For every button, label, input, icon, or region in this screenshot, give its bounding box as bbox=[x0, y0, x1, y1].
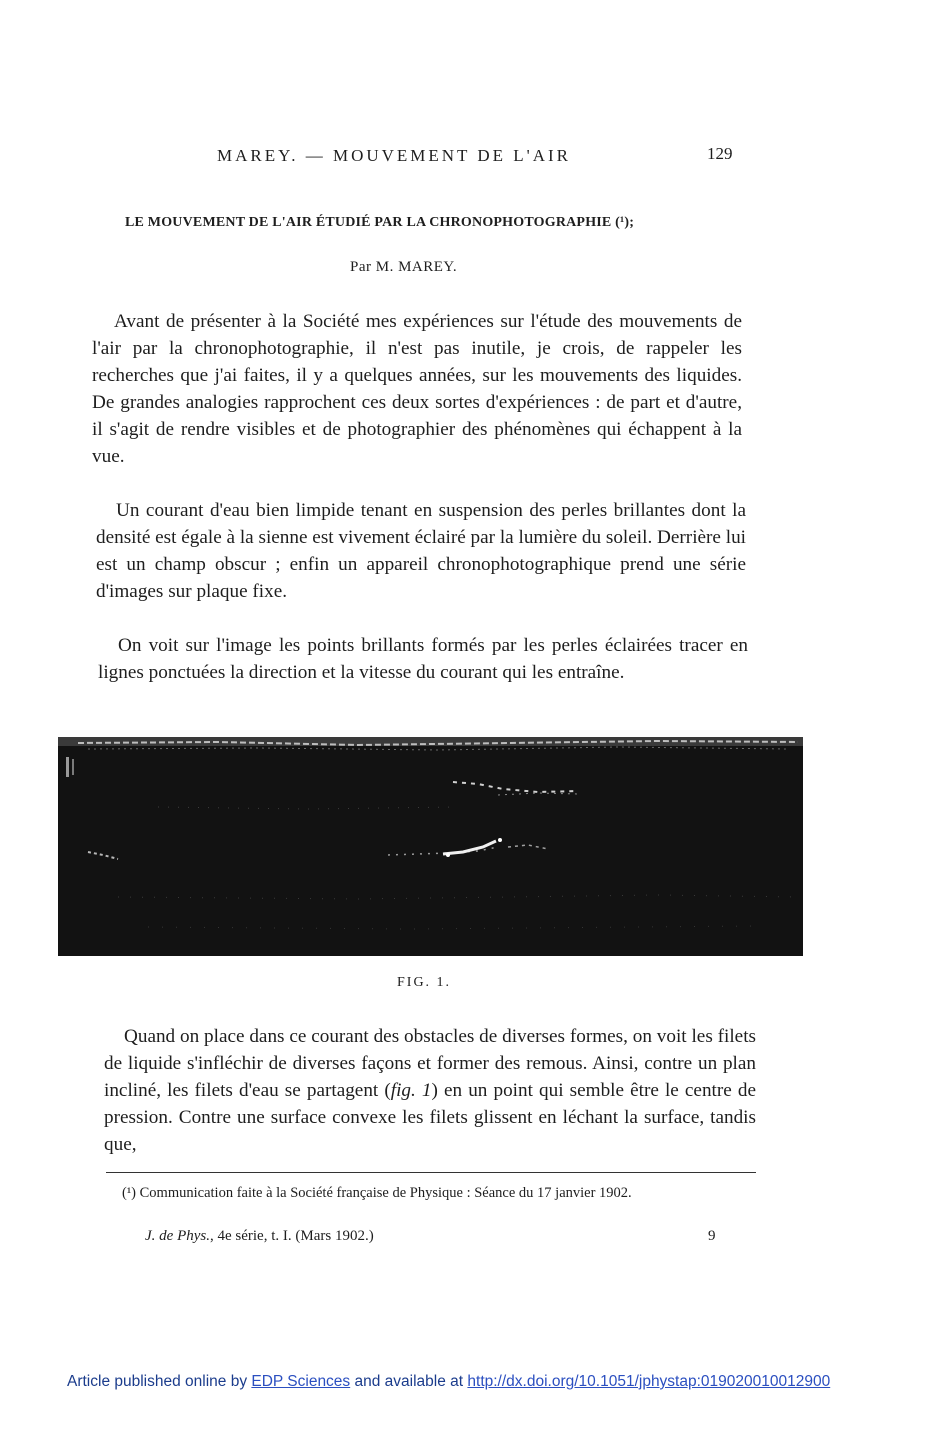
doi-link[interactable]: http://dx.doi.org/10.1051/jphystap:019020010012900 bbox=[467, 1373, 831, 1390]
figure-1-photograph bbox=[58, 737, 803, 956]
page-number: 129 bbox=[707, 144, 733, 163]
running-head: MAREY. — MOUVEMENT DE L'AIR bbox=[217, 146, 572, 165]
chronophotograph-image bbox=[58, 737, 803, 956]
publisher-line bbox=[67, 1373, 830, 1391]
paragraph-2: Un courant d'eau bien limpide tenant en suspension des perles brillantes dont la densité est égale à la sienne est vivement éclairé par la lumière du soleil. Derrière lui est un champ obscur ; enfin un appareil chronophotographique prend une série d'images sur plaque fixe. bbox=[96, 500, 746, 602]
journal-name: J. de Phys. bbox=[145, 1228, 210, 1244]
paragraph-4 bbox=[104, 1023, 756, 1158]
paragraph-4-text-a: Quand on place dans ce courant des obstacles de diverses formes, on voit les filets de liquide s'infléchir de diverses façons et former des remous. Ainsi, contre un plan incliné, les filets d'eau se partagent ( bbox=[104, 1026, 756, 1101]
publisher-prefix: Article published online by bbox=[67, 1373, 252, 1390]
paragraph-4-text-b: ) en un point qui semble être le centre de pression. Contre une surface convexe les filets glissent en léchant la surface, tandis que, bbox=[104, 1080, 756, 1155]
sheet-number: 9 bbox=[708, 1228, 716, 1244]
footnote-divider bbox=[106, 1172, 756, 1173]
footnote: (¹) Communication faite à la Société française de Physique : Séance du 17 janvier 1902. bbox=[122, 1185, 632, 1201]
journal-line bbox=[145, 1228, 374, 1245]
figure-reference: fig. 1 bbox=[390, 1080, 432, 1101]
figure-caption: FIG. 1. bbox=[397, 975, 452, 990]
journal-details: , 4e série, t. I. (Mars 1902.) bbox=[209, 1228, 374, 1244]
article-title: LE MOUVEMENT DE L'AIR ÉTUDIÉ PAR LA CHRONOPHOTOGRAPHIE (¹); bbox=[125, 215, 635, 230]
paragraph-3: On voit sur l'image les points brillants formés par les perles éclairées tracer en lignes ponctuées la direction et la vitesse du courant qui les entraîne. bbox=[98, 635, 748, 683]
edp-sciences-link[interactable]: EDP Sciences bbox=[251, 1373, 351, 1390]
paragraph-1: Avant de présenter à la Société mes expériences sur l'étude des mouvements de l'air par la chronophotographie, il n'est pas inutile, je crois, de rappeler les recherches que j'ai faites, il y a quelques années, sur les mouvements des liquides. De grandes analogies rapprochent ces deux sortes d'expériences : de part et d'autre, il s'agit de rendre visibles et de photographier des phénomènes qui échappent à la vue. bbox=[92, 311, 742, 467]
byline: Par M. MAREY. bbox=[350, 259, 458, 275]
publisher-middle: and available at bbox=[350, 1373, 468, 1390]
